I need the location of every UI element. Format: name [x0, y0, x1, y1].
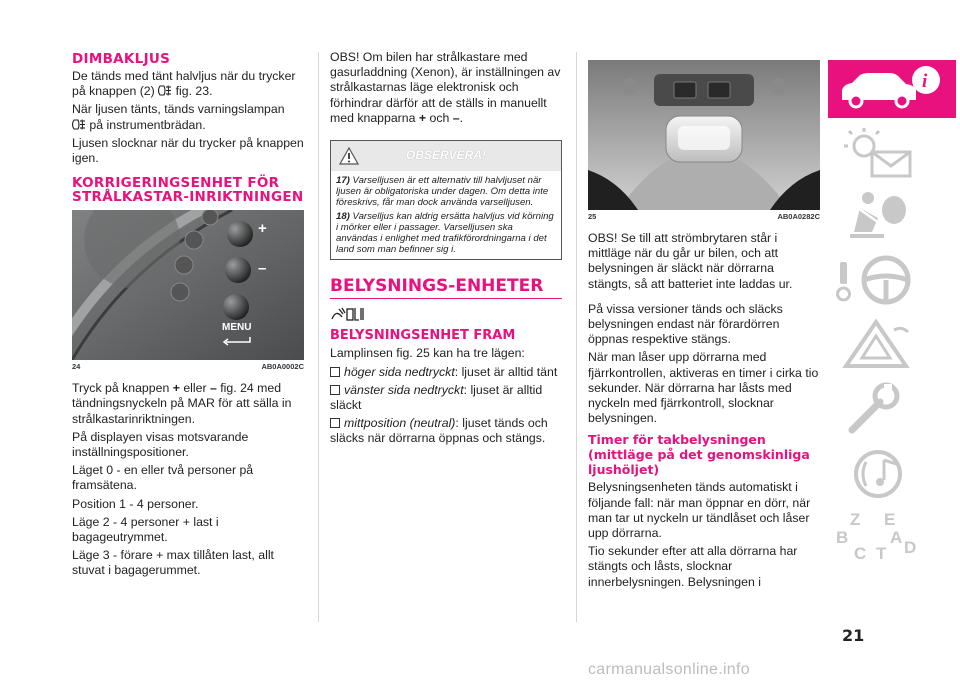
figure-25-caption [588, 212, 820, 221]
sidebar-item-driving[interactable] [828, 252, 956, 310]
paragraph: OBS! Se till att strömbrytaren står i mittläge när du går ur bilen, och att belysningen är släckt när dörrarna stängts, så att batteriet inte laddas ur. [588, 231, 793, 291]
heading-dimbakljus: DIMBAKLJUS [72, 51, 171, 67]
sidebar-item-car-info[interactable] [828, 60, 956, 118]
multimedia-icon [828, 444, 956, 502]
text: och [429, 110, 450, 125]
paragraph: Tio sekunder efter att alla dörrarna har stängts och låsts, slocknar innerbelysningen. Belysningen i [588, 544, 798, 589]
text: vänster sida nedtryckt [344, 382, 464, 397]
paragraph: På displayen visas motsvarande inställningspositioner. [72, 429, 249, 460]
text: mittposition (neutral) [344, 416, 456, 431]
minus-symbol: – [210, 381, 217, 396]
chapter-sidebar [828, 60, 956, 572]
paragraph: När man låser upp dörrarna med fjärrkontrollen, aktiveras en timer i cirka tio sekunder. När dörrarna har låsts med nyckeln med fjärrkontroll, slocknar belysningen. [588, 350, 819, 426]
paragraph: Lamplinsen fig. 25 kan ha tre lägen: [330, 346, 525, 361]
figure-24-caption [72, 362, 304, 371]
text: Tryck på knappen [72, 381, 170, 396]
page-number: 21 [842, 626, 865, 645]
index-letter: E [884, 510, 896, 529]
column-1 [72, 52, 304, 582]
paragraph: Belysningsenheten tänds automatiskt i följande fall: när man öppnar en dörr, när man tar ut nyckeln ur tändlåset och låser upp dörrarna. [588, 480, 811, 541]
sidebar-item-multimedia[interactable] [828, 444, 956, 502]
note-title: OBSERVERA! [405, 148, 486, 163]
fog-light-icon [158, 85, 172, 96]
sidebar-item-maintenance[interactable] [828, 380, 956, 438]
paragraph [72, 102, 304, 132]
airbag-safety-icon [828, 188, 956, 246]
paragraph [72, 69, 304, 99]
paragraph: Läge 3 - förare + max tillåten last, allt stuvat i bagagerummet. [72, 548, 274, 578]
bullet-item [330, 365, 562, 380]
bullet-square-icon [330, 385, 340, 395]
figure-number: 24 [72, 362, 81, 372]
text: De tänds med tänt halvljus när du trycker på knappen (2) [72, 69, 296, 99]
paragraph: Ljusen slocknar när du trycker på knappen igen. [72, 135, 304, 166]
bullet-square-icon [330, 367, 340, 377]
column-divider [318, 52, 319, 622]
paragraph: Position 1 - 4 personer. [72, 496, 199, 511]
text: : ljuset är alltid tänt [454, 364, 558, 379]
text: OBS! Om bilen har strålkastare med gasurladdning (Xenon), är inställningen av strålkastarnas läge elektronisk och förhindrar därför att de ställs in manuellt med knapparna [330, 50, 561, 125]
car-info-icon [828, 60, 956, 118]
paragraph: På vissa versioner tänds och släcks belysningen endast när förardörren öppnas respektive stängs. [588, 301, 783, 347]
hazard-triangle-icon [828, 316, 956, 374]
steering-wheel-icon [828, 252, 956, 310]
figure-code: AB0A0282C [777, 212, 820, 221]
index-letter: Z [850, 510, 861, 529]
text: fig. 23. [175, 84, 213, 99]
sidebar-item-emergency[interactable] [828, 316, 956, 374]
note-header [331, 141, 561, 171]
index-letter: D [904, 538, 917, 557]
text: fig. 24 med tändningsnyckeln på MAR för att sälla in strålkastarinriktningen. [72, 381, 292, 426]
heading-belysningsenheter: BELYSNINGS-ENHETER [330, 276, 562, 299]
index-letter: A [890, 528, 903, 547]
paragraph [72, 381, 304, 427]
dashboard-buttons-illustration [72, 210, 304, 360]
wrench-icon [828, 380, 956, 438]
paragraph: OBS! Om bilen har strålkastare med gasurladdning (Xenon), är inställningen av strålkastarnas läge elektronisk och förhindrar därför att de ställs in manuellt med knapparna + och –. [330, 50, 561, 125]
paragraph: Läget 0 - en eller två personer på framsätena. [72, 463, 254, 493]
index-letter: C [854, 544, 867, 563]
watermark: carmanualsonline.info [588, 661, 750, 678]
note-item [336, 211, 556, 256]
sidebar-item-index[interactable] [828, 508, 956, 566]
note-item [336, 175, 556, 209]
fog-light-warning-icon [72, 119, 86, 130]
paragraph: Läge 2 - 4 personer + last i bagageutrymmet. [72, 514, 219, 545]
note-number: 18) [336, 210, 350, 222]
column-divider [576, 52, 577, 622]
note-number: 17) [336, 175, 350, 187]
warning-lights-icon [828, 124, 956, 182]
heading-timer: Timer för takbelysningen (mittläge på det genomskinliga ljushöljet) [588, 432, 810, 478]
note-text: Varselljus kan aldrig ersätta halvljus vid körning i mörker eller i passager. Varselljusen ska användas i enlighet med trafikförordningarna i det land som man befinner sig i. [336, 210, 554, 256]
svg-text:i: i [922, 71, 928, 92]
figure-24-image [72, 210, 304, 360]
adjust-plus-label: + [258, 220, 267, 238]
bullet-item [330, 383, 562, 413]
index-letter: T [876, 544, 887, 563]
heading-belysningsenhet-fram: BELYSNINGSENHET FRAM [330, 328, 516, 344]
text: eller [183, 381, 207, 396]
text: När ljusen tänts, tänds varningslampan [72, 102, 285, 117]
index-letter: B [836, 528, 849, 547]
figure-25-image [588, 60, 820, 210]
column-2 [330, 50, 562, 450]
figure-code: AB0A0002C [261, 362, 304, 372]
text: : ljuset är alltid släckt [330, 382, 543, 413]
minus-symbol: – [452, 110, 460, 125]
column-3 [588, 60, 820, 593]
plus-symbol: + [418, 110, 427, 125]
adjust-minus-label: – [258, 260, 267, 278]
sidebar-item-warning-lights[interactable] [828, 124, 956, 182]
heading-korrigeringsenhet: KORRIGERINGSENHET FÖR STRÅLKASTAR-INRIKTNINGEN [72, 175, 304, 206]
menu-label: MENU [222, 322, 252, 334]
text: höger sida nedtryckt [344, 364, 455, 379]
note-text: Varselljusen är ett alternativ till halvljuset när ljusen är obligatoriska under dagen. Om detta inte föreskrivs, får man dock använda varselljusen. [336, 175, 549, 209]
sidebar-item-safety[interactable] [828, 188, 956, 246]
text: på instrumentbrädan. [89, 117, 206, 132]
figure-number: 25 [588, 212, 597, 221]
note-box [330, 140, 562, 260]
interior-light-icon [330, 305, 366, 323]
bullet-item [330, 416, 562, 446]
note-body [331, 171, 561, 259]
plus-symbol: + [172, 381, 180, 396]
ceiling-light-illustration [588, 60, 820, 210]
return-arrow-icon [222, 336, 252, 346]
bullet-square-icon [330, 418, 340, 428]
text: : ljuset tänds och släcks när dörrarna öppnas och stängs. [330, 416, 548, 446]
